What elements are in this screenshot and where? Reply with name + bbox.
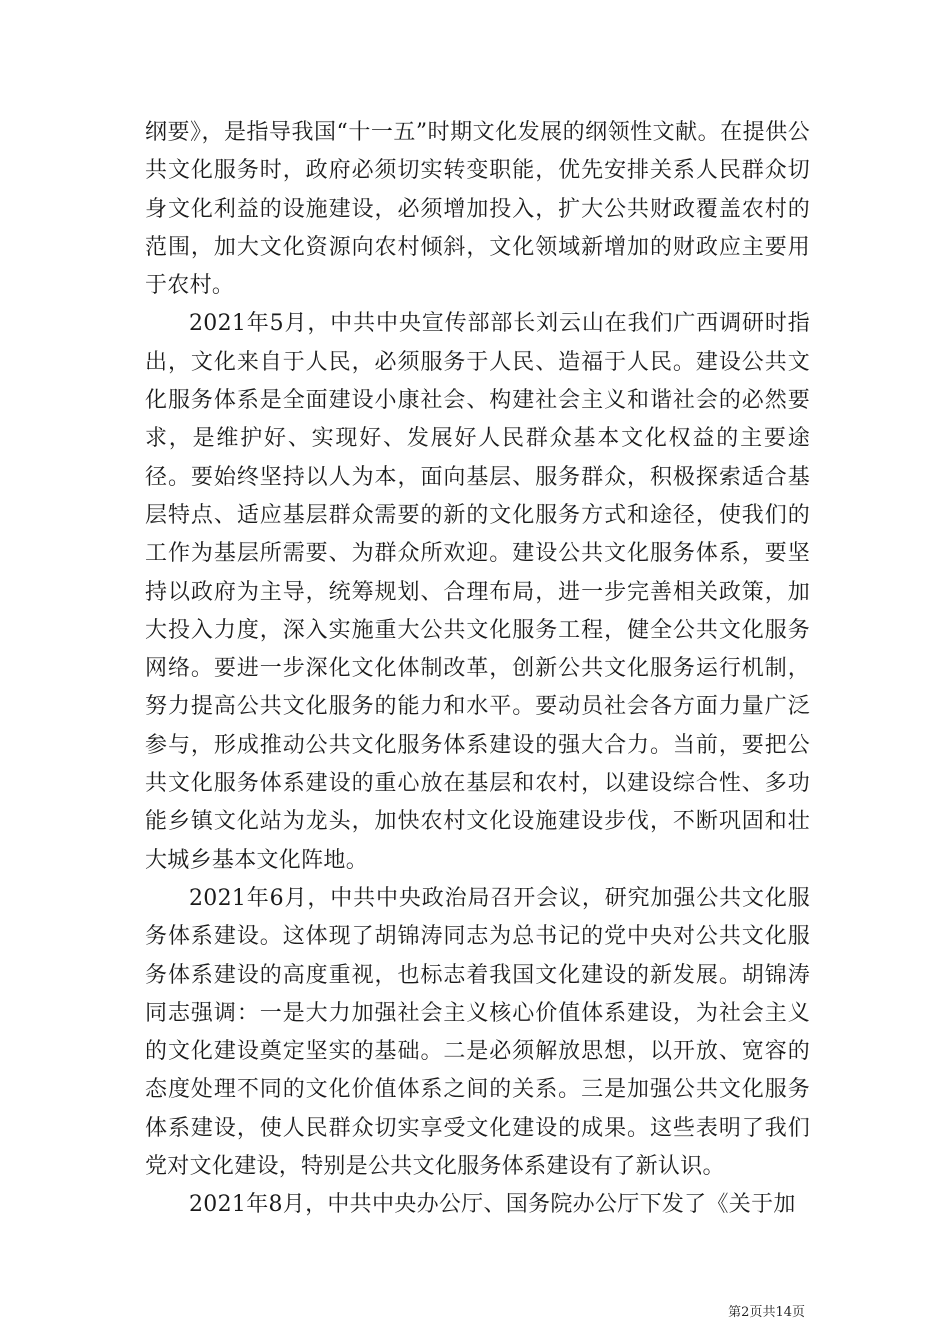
paragraph-4: 2021年8月，中共中央办公厅、国务院办公厅下发了《关于加 bbox=[189, 1192, 796, 1218]
document-body bbox=[145, 114, 810, 1225]
paragraph-1: 纲要》，是指导我国“十一五”时期文化发展的纲领性文献。在提供公共文化服务时，政府必须切实转变职能，优先安排关系人民群众切身文化利益的设施建设，必须增加投入，扩大公共财政覆盖农村的范围，加大文化资源向农村倾斜，文化领域新增加的财政应主要用于农村。 bbox=[145, 120, 810, 299]
page-number: 第2页共14页 bbox=[728, 1305, 805, 1320]
paragraph-2: 2021年5月，中共中央宣传部部长刘云山在我们广西调研时指出，文化来自于人民，必须服务于人民、造福于人民。建设公共文化服务体系是全面建设小康社会、构建社会主义和谐社会的必然要求，是维护好、实现好、发展好人民群众基本文化权益的主要途径。要始终坚持以人为本，面向基层、服务群众，积极探索适合基层特点、适应基层群众需要的新的文化服务方式和途径，使我们的工作为基层所需要、为群众所欢迎。建设公共文化服务体系，要坚持以政府为主导，统筹规划、合理布局，进一步完善相关政策，加大投入力度，深入实施重大公共文化服务工程，健全公共文化服务网络。要进一步深化文化体制改革，创新公共文化服务运行机制，努力提高公共文化服务的能力和水平。要动员社会各方面力量广泛参与，形成推动公共文化服务体系建设的强大合力。当前，要把公共文化服务体系建设的重心放在基层和农村，以建设综合性、多功能乡镇文化站为龙头，加快农村文化设施建设步伐，不断巩固和壮大城乡基本文化阵地。 bbox=[145, 311, 810, 873]
paragraph-3: 2021年6月，中共中央政治局召开会议，研究加强公共文化服务体系建设。这体现了胡锦涛同志为总书记的党中央对公共文化服务体系建设的高度重视，也标志着我国文化建设的新发展。胡锦涛同志强调：一是大力加强社会主义核心价值体系建设，为社会主义的文化建设奠定坚实的基础。二是必须解放思想，以开放、宽容的态度处理不同的文化价值体系之间的关系。三是加强公共文化服务体系建设，使人民群众切实享受文化建设的成果。这些表明了我们党对文化建设，特别是公共文化服务体系建设有了新认识。 bbox=[145, 885, 810, 1180]
